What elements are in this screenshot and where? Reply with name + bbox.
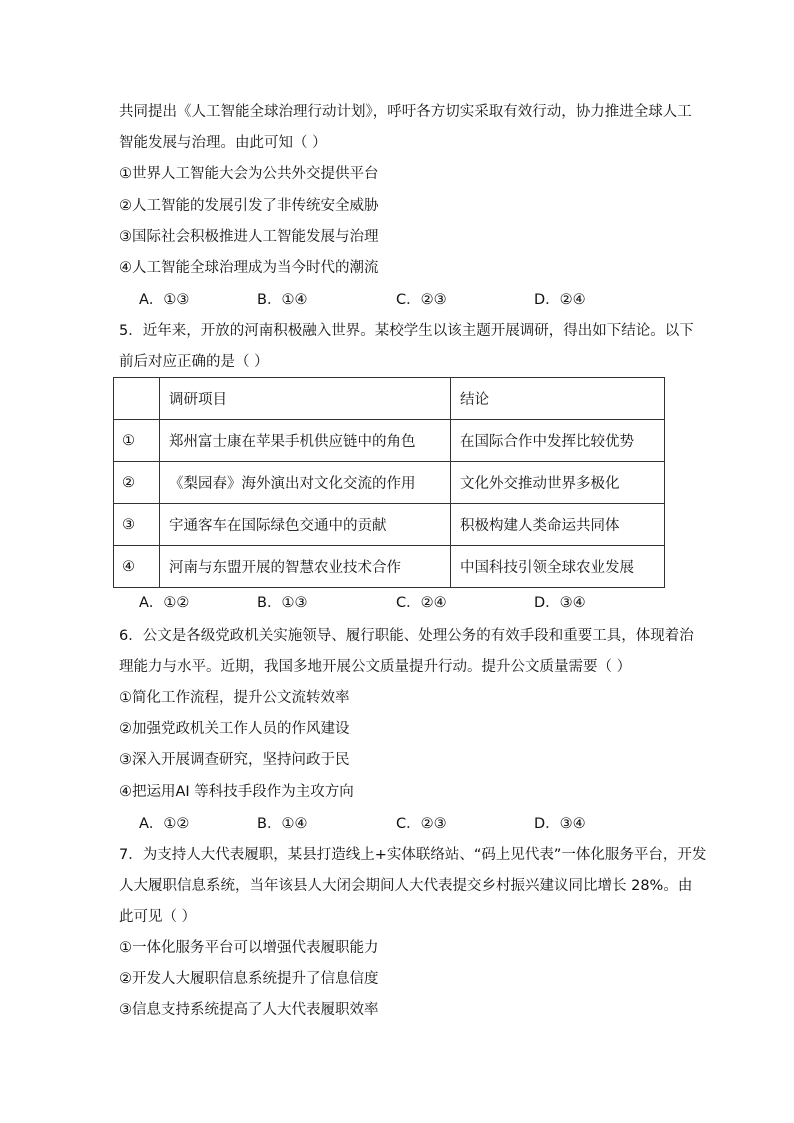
- table-cell: 河南与东盟开展的智慧农业技术合作: [160, 546, 451, 588]
- table-cell: 《梨园春》海外演出对文化交流的作用: [160, 462, 451, 504]
- q7-statement-2: ②开发人大履职信息系统提升了信息信度: [119, 971, 379, 987]
- q4-statement-1: ①世界人工智能大会为公共外交提供平台: [119, 166, 379, 182]
- table-row: [114, 462, 665, 504]
- table-cell: ④: [114, 546, 160, 588]
- q6-statement-4: ④把运用AI 等科技手段作为主攻方向: [119, 784, 354, 800]
- table-header-cell: [114, 378, 160, 420]
- q7-stem-line1: 7．为支持人大代表履职，某县打造线上+实体联络站、“码上见代表”一体化服务平台，开发: [119, 847, 707, 863]
- q6-option-c[interactable]: C．②③: [396, 816, 447, 832]
- q4-stem-line2: 智能发展与治理。由此可知（ ）: [119, 135, 327, 151]
- q4-statement-3: ③国际社会积极推进人工智能发展与治理: [119, 229, 379, 245]
- table-cell: ①: [114, 420, 160, 462]
- table-row: [114, 546, 665, 588]
- table-header-cell: 调研项目: [160, 378, 451, 420]
- table-header-row: [114, 378, 665, 420]
- table-cell: 文化外交推动世界多极化: [451, 462, 665, 504]
- table-header-cell: 结论: [451, 378, 665, 420]
- table-cell: ③: [114, 504, 160, 546]
- q4-option-a[interactable]: A．①③: [139, 292, 190, 308]
- q6-option-b[interactable]: B．①④: [257, 816, 308, 832]
- table-cell: 宇通客车在国际绿色交通中的贡献: [160, 504, 451, 546]
- q4-statement-4: ④人工智能全球治理成为当今时代的潮流: [119, 260, 379, 276]
- q4-option-b[interactable]: B．①④: [257, 292, 308, 308]
- table-cell: 积极构建人类命运共同体: [451, 504, 665, 546]
- q6-option-a[interactable]: A．①②: [139, 816, 190, 832]
- q5-option-b[interactable]: B．①③: [257, 595, 308, 611]
- q7-stem-line2: 人大履职信息系统，当年该县人大闭会期间人大代表提交乡村振兴建议同比增长 28%。由: [119, 878, 693, 894]
- table-row: [114, 420, 665, 462]
- q6-statement-3: ③深入开展调查研究，坚持问政于民: [119, 752, 350, 768]
- q6-option-d[interactable]: D．③④: [534, 816, 586, 832]
- q6-statement-2: ②加强党政机关工作人员的作风建设: [119, 721, 350, 737]
- table-cell: 在国际合作中发挥比较优势: [451, 420, 665, 462]
- q5-option-c[interactable]: C．②④: [396, 595, 447, 611]
- q4-option-c[interactable]: C．②③: [396, 292, 447, 308]
- table-cell: ②: [114, 462, 160, 504]
- q5-stem-line1: 5．近年来，开放的河南积极融入世界。某校学生以该主题开展调研，得出如下结论。以下: [119, 323, 694, 339]
- table-row: [114, 504, 665, 546]
- q5-stem-line2: 前后对应正确的是（ ）: [119, 354, 269, 370]
- q6-stem-line2: 理能力与水平。近期，我国多地开展公文质量提升行动。提升公文质量需要（ ）: [119, 659, 632, 675]
- q4-statement-2: ②人工智能的发展引发了非传统安全威胁: [119, 198, 379, 214]
- q5-survey-table: [113, 377, 665, 588]
- q7-stem-line3: 此可见（ ）: [119, 909, 197, 925]
- q5-option-a[interactable]: A．①②: [139, 595, 190, 611]
- q4-option-d[interactable]: D．②④: [534, 292, 586, 308]
- q7-statement-1: ①一体化服务平台可以增强代表履职能力: [119, 940, 379, 956]
- q4-stem-line1: 共同提出《人工智能全球治理行动计划》，呼吁各方切实采取有效行动，协力推进全球人工: [119, 104, 692, 120]
- q6-statement-1: ①简化工作流程，提升公文流转效率: [119, 690, 350, 706]
- table-cell: 中国科技引领全球农业发展: [451, 546, 665, 588]
- table-cell: 郑州富士康在苹果手机供应链中的角色: [160, 420, 451, 462]
- q5-option-d[interactable]: D．③④: [534, 595, 586, 611]
- q7-statement-3: ③信息支持系统提高了人大代表履职效率: [119, 1002, 379, 1018]
- q6-stem-line1: 6．公文是各级党政机关实施领导、履行职能、处理公务的有效手段和重要工具，体现着治: [119, 628, 694, 644]
